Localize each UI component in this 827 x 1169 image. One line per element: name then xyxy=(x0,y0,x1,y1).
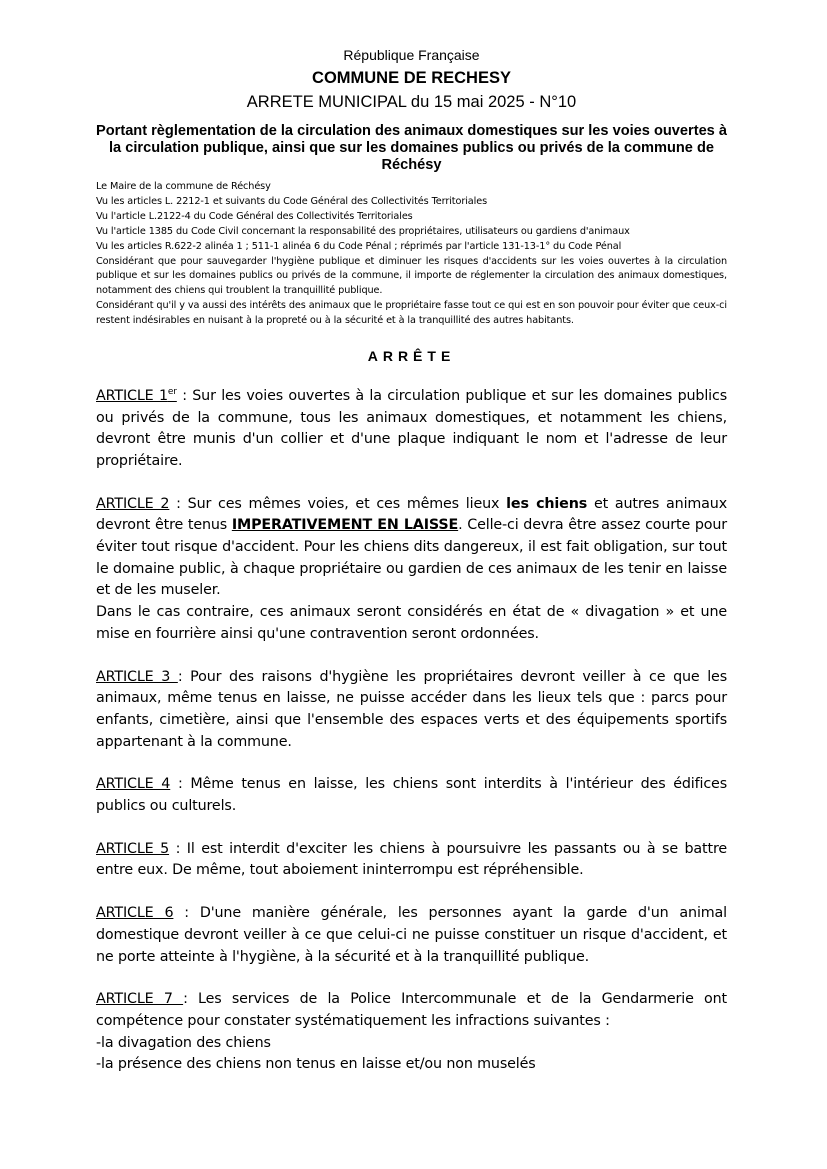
preamble-line: Le Maire de la commune de Réchésy xyxy=(96,181,271,192)
article-2: ARTICLE 2 : Sur ces mêmes voies, et ces mêmes lieux les chiens et autres animaux devront être tenus IMPERATIVEMENT EN LAISSE. Celle-ci devra être assez courte pour éviter tout risque d'accident. Pour les chiens dits dangereux, il est fait obligation, sur tout le domaine public, à chaque propriétaire ou gardien de ces animaux de les tenir en laisse et de les museler. Dans le cas contraire, ces animaux seront considérés en état de « divagation » et une mise en fourrière ainsi qu'une contravention seront ordonnées. xyxy=(96,494,727,646)
article-text: : D'une manière générale, les personnes ayant la garde d'un animal domestique devront veiller à ce que celui-ci ne puisse constituer un risque d'accident, et ne porte atteinte à l'hygiène, à la sécurité et à la tranquillité publique. xyxy=(96,905,727,965)
article-paragraph: Dans le cas contraire, ces animaux seront considérés en état de « divagation » et une mise en fourrière ainsi qu'une contravention seront ordonnées. xyxy=(96,604,727,642)
preamble-line: Vu les articles R.622-2 alinéa 1 ; 511-1 alinéa 6 du Code Pénal ; réprimés par l'article 131-13-1° du Code Pénal xyxy=(96,240,622,252)
arrete-number: ARRETE MUNICIPAL du 15 mai 2025 - N°10 xyxy=(246,93,577,111)
preamble-line: Considérant qu'il y va aussi des intérêts des animaux que le propriétaire fasse tout ce qui est en son pouvoir pour éviter que ceux-ci restent indésirables en nuisant à la propreté ou à la sécurité et à la tranquillité des autres habitants. xyxy=(96,300,727,327)
preamble-line: Vu l'article L.2122-4 du Code Général des Collectivités Territoriales xyxy=(96,210,413,222)
emphasis-text: les chiens xyxy=(506,495,588,512)
preamble-line: Considérant que pour sauvegarder l'hygiène publique et diminuer les risques d'accidents sur les voies ouvertes à la circulation publique et sur les domaines publics ou privés de la commune, il importe de réglementer la circulation des animaux domestiques, notamment des chiens qui troublent la tranquillité publique. xyxy=(96,255,727,297)
article-text: : Il est interdit d'exciter les chiens à poursuivre les passants ou à se battre entre eux. De même, tout aboiement ininterrompu est répréhensible. xyxy=(96,840,727,879)
republic-heading: République Française xyxy=(343,47,480,63)
article-label: ARTICLE 1er xyxy=(96,387,177,404)
article-label: ARTICLE 5 xyxy=(96,840,170,857)
article-label: ARTICLE 2 xyxy=(96,495,170,512)
preamble-line: Vu les articles L. 2212-1 et suivants du Code Général des Collectivités Territoriales xyxy=(96,195,488,207)
article-6 xyxy=(96,903,727,968)
article-text: : Pour des raisons d'hygiène les propriétaires devront veiller à ce que les animaux, même tenus en laisse, ne puisse accéder dans les lieux tels que : parcs pour enfants, cimetière, ainsi que l'ensemble des espaces verts et des équipements sportifs appartenant à la commune. xyxy=(96,668,727,750)
subject-heading: Portant règlementation de la circulation des animaux domestiques sur les voies ouvertes à la circulation publique, ainsi que sur les domaines publics ou privés de la commune de Réchésy xyxy=(96,123,727,173)
article-5 xyxy=(96,839,727,882)
article-1 xyxy=(96,382,727,473)
article-4 xyxy=(96,774,727,817)
article-text: : Même tenus en laisse, les chiens sont interdits à l'intérieur des édifices publics ou culturels. xyxy=(96,776,727,815)
commune-title: COMMUNE DE RECHESY xyxy=(312,69,511,87)
article-text: : Sur les voies ouvertes à la circulation publique et sur les domaines publics ou privés de la commune, tous les animaux domestiques, et notamment les chiens, devront être munis d'un collier et d'une plaque indiquant le nom et l'adresse de leur propriétaire. xyxy=(96,387,727,469)
article-label: ARTICLE 3 xyxy=(96,668,178,685)
list-item: -la présence des chiens non tenus en laisse et/ou non muselés xyxy=(96,1056,536,1073)
arrete-title: ARRÊTE xyxy=(367,348,456,365)
article-text: : Les services de la Police Intercommunale et de la Gendarmerie ont compétence pour constater systématiquement les infractions suivantes : xyxy=(96,991,727,1029)
article-7 xyxy=(96,989,727,1076)
article-label: ARTICLE 4 xyxy=(96,776,171,793)
preamble xyxy=(96,180,727,329)
article-label: ARTICLE 6 xyxy=(96,905,174,922)
list-item: -la divagation des chiens xyxy=(96,1034,271,1051)
emphasis-text: IMPERATIVEMENT EN LAISSE xyxy=(231,517,459,534)
preamble-line: Vu l'article 1385 du Code Civil concernant la responsabilité des propriétaires, utilisateurs ou gardiens d'animaux xyxy=(96,225,630,237)
article-3 xyxy=(96,667,727,754)
article-label: ARTICLE 7 xyxy=(96,991,184,1008)
